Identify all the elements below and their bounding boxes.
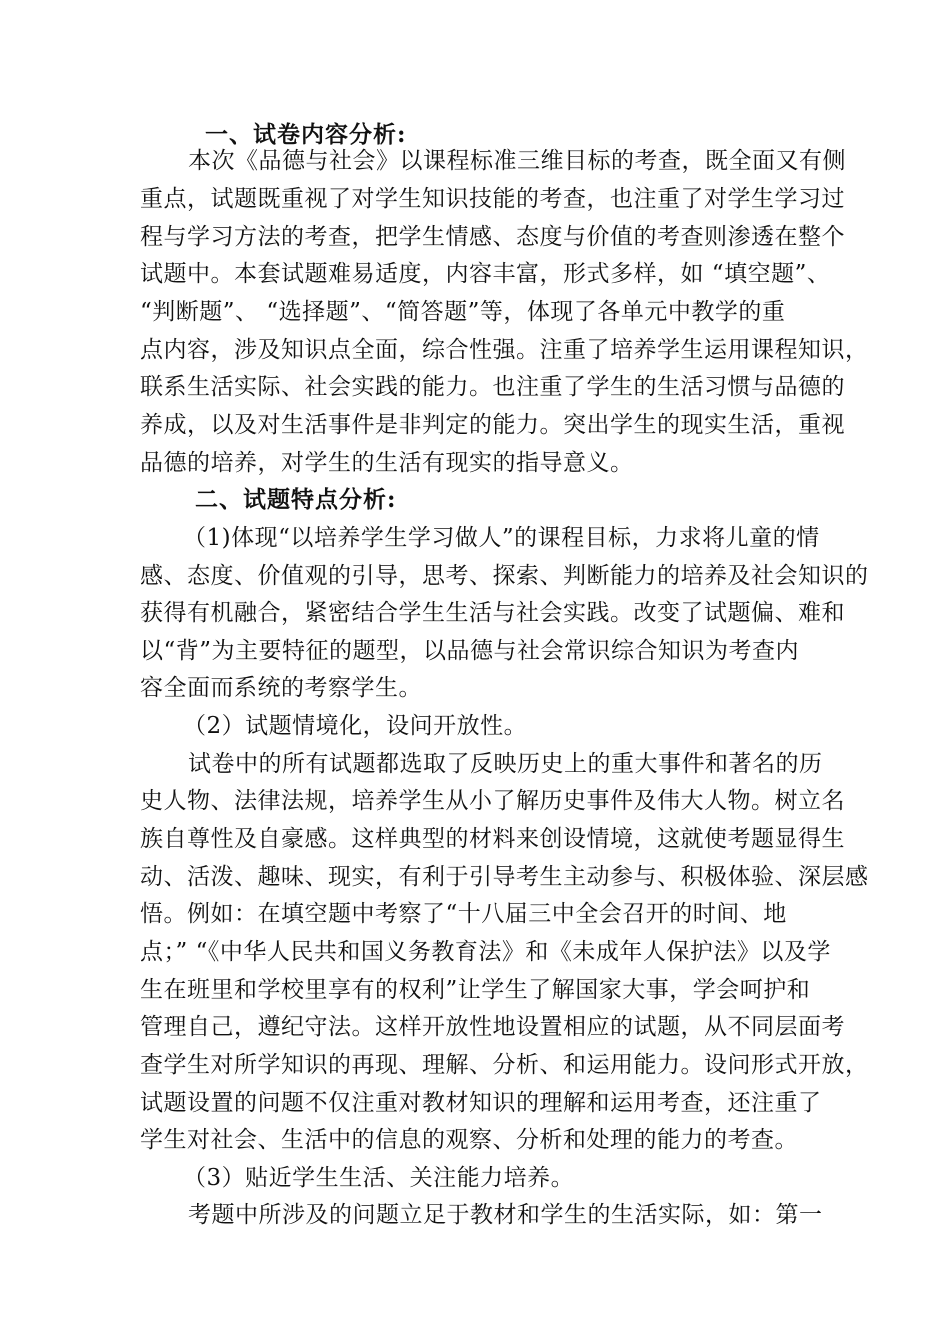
paragraph-line: 学生对社会、生活中的信息的观察、分析和处理的能力的考查。	[140, 1127, 798, 1153]
paragraph-line: 动、活泼、趣味、现实，有利于引导考生主动参与、积极体验、深层感	[140, 864, 869, 890]
paragraph-line: 以“背”为主要特征的题型，以品德与社会常识综合知识为考查内	[140, 638, 800, 664]
paragraph-line: 族自尊性及自豪感。这样典型的材料来创设情境，这就使考题显得生	[140, 826, 845, 852]
paragraph-line: 点；” “《中华人民共和国义务教育法》和《未成年人保护法》以及学	[140, 939, 831, 965]
paragraph-line: 试题设置的问题不仅注重对教材知识的理解和运用考查，还注重了	[140, 1090, 822, 1116]
paragraph-line: 管理自己，遵纪守法。这样开放性地设置相应的试题，从不同层面考	[140, 1014, 845, 1040]
subsection-line: （3）贴近学生生活、关注能力培养。	[183, 1165, 575, 1191]
paragraph-line: 查学生对所学知识的再现、理解、分析、和运用能力。设问形式开放，	[140, 1052, 869, 1078]
paragraph-line: 考题中所涉及的问题立足于教材和学生的生活实际，如：第一	[188, 1202, 823, 1228]
paragraph-line: 重点，试题既重视了对学生知识技能的考查，也注重了对学生学习过	[140, 186, 845, 212]
paragraph-line: 本次《品德与社会》以课程标准三维目标的考查，既全面又有侧	[188, 148, 846, 174]
paragraph-line: 史人物、法律法规，培养学生从小了解历史事件及伟大人物。树立名	[140, 788, 845, 814]
paragraph-line: 生在班里和学校里享有的权利”让学生了解国家大事，学会呵护和	[140, 977, 811, 1003]
paragraph-line: 品德的培养，对学生的生活有现实的指导意义。	[140, 450, 634, 476]
paragraph-line: （1)体现“以培养学生学习做人”的课程目标，力求将儿童的情	[183, 525, 820, 551]
paragraph-line: 试卷中的所有试题都选取了反映历史上的重大事件和著名的历	[188, 751, 823, 777]
paragraph-line: 试题中。本套试题难易适度，内容丰富，形式多样，如 “填空题”、	[140, 261, 831, 287]
paragraph-line: 感、态度、价值观的引导，思考、探索、判断能力的培养及社会知识的	[140, 563, 869, 589]
paragraph-line: “判断题”、 “选择题”、“简答题”等，体现了各单元中教学的重	[140, 299, 786, 325]
paragraph-line: 联系生活实际、社会实践的能力。也注重了学生的生活习惯与品德的	[140, 374, 845, 400]
paragraph-line: 获得有机融合，紧密结合学生生活与社会实践。改变了试题偏、难和	[140, 600, 845, 626]
section-heading-2: 二、试题特点分析:	[195, 486, 397, 513]
subsection-line: （2）试题情境化，设问开放性。	[183, 713, 528, 739]
paragraph-line: 容全面而系统的考察学生。	[140, 675, 422, 701]
paragraph-line: 点内容，涉及知识点全面，综合性强。注重了培养学生运用课程知识，	[140, 337, 869, 363]
paragraph-line: 悟。例如：在填空题中考察了“十八届三中全会召开的时间、地	[140, 901, 787, 927]
paragraph-line: 程与学习方法的考查，把学生情感、态度与价值的考查则渗透在整个	[140, 224, 845, 250]
paragraph-line: 养成，以及对生活事件是非判定的能力。突出学生的现实生活，重视	[140, 412, 845, 438]
section-heading-1: 一、试卷内容分析:	[205, 121, 407, 148]
